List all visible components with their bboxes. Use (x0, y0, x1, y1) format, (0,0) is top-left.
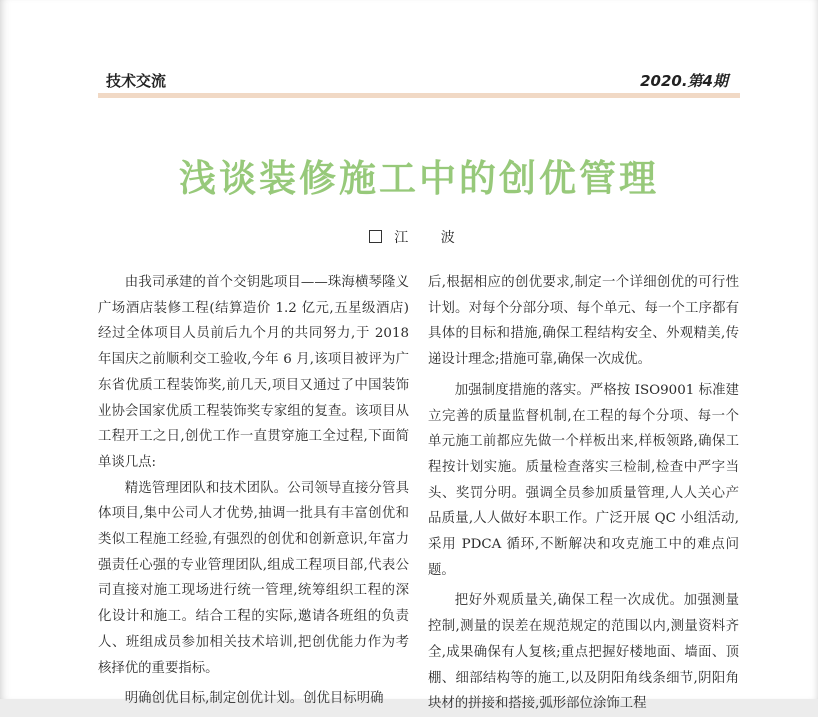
article-title: 浅谈装修施工中的创优管理 (179, 157, 659, 200)
section-label: 技术交流 (106, 72, 167, 90)
right-column (428, 270, 739, 717)
issue-label: 2020.第4期 (640, 72, 728, 90)
paragraph: 后,根据相应的创优要求,制定一个详细创优的可行性计划。对每个分部分项、每个单元、每一个工序都有具体的目标和措施,确保工程结构安全、外观精美,传递设计理念;措施可靠,确保一次成优。 (428, 275, 739, 368)
author-box-icon (369, 230, 382, 243)
left-column (98, 270, 409, 712)
paragraph: 精选管理团队和技术团队。公司领导直接分管具体项目,集中公司人才优势,抽调一批具有丰富创优和类似工程施工经验,有强烈的创优和创新意识,年富力强责任心强的专业管理团队,组成工程项目部,代表公司直接对施工现场进行统一管理,统筹组织工程的深化设计和施工。结合工程的实际,邀请各班组的负责人、班组成员参加相关技术培训,把创优能力作为考核择优的重要指标。 (98, 480, 409, 676)
paragraph: 明确创优目标,制定创优计划。创优目标明确 (124, 691, 384, 707)
author-name: 江 波 (394, 230, 469, 246)
paragraph: 把好外观质量关,确保工程一次成优。加强测量控制,测量的误差在规范规定的范围以内,测量资料齐全,成果确保有人复核;重点把握好楼地面、墙面、顶棚、细部结构等的施工,以及阴阳角线条细节,阴阳角块材的拼接和搭接,弧形部位涂饰工程 (428, 593, 739, 712)
author-line (98, 227, 740, 247)
paragraph: 由我司承建的首个交钥匙项目——珠海横琴隆义广场酒店装修工程(结算造价 1.2 亿元,五星级酒店)经过全体项目人员前后九个月的共同努力,于 2018 年国庆之前顺利交工验收,今年 6 月,该项目被评为广东省优质工程装饰奖,前几天,项目又通过了中国装饰业协会国家优质工程装饰奖专家组的复查。该项目从工程开工之日,创优工作一直贯穿施工全过程,下面简单谈几点: (98, 275, 409, 470)
paragraph: 加强制度措施的落实。严格按 ISO9001 标准建立完善的质量监督机制,在工程的每个分项、每一个单元施工前都应先做一个样板出来,样板领路,确保工程按计划实施。质量检查落实三检制,检查中严字当头、奖罚分明。强调全员参加质量管理,人人关心产品质量,人人做好本职工作。广泛开展 QC 小组活动,采用 PDCA 循环,不断解决和攻克施工中的难点问题。 (428, 382, 739, 578)
running-header (98, 67, 740, 98)
